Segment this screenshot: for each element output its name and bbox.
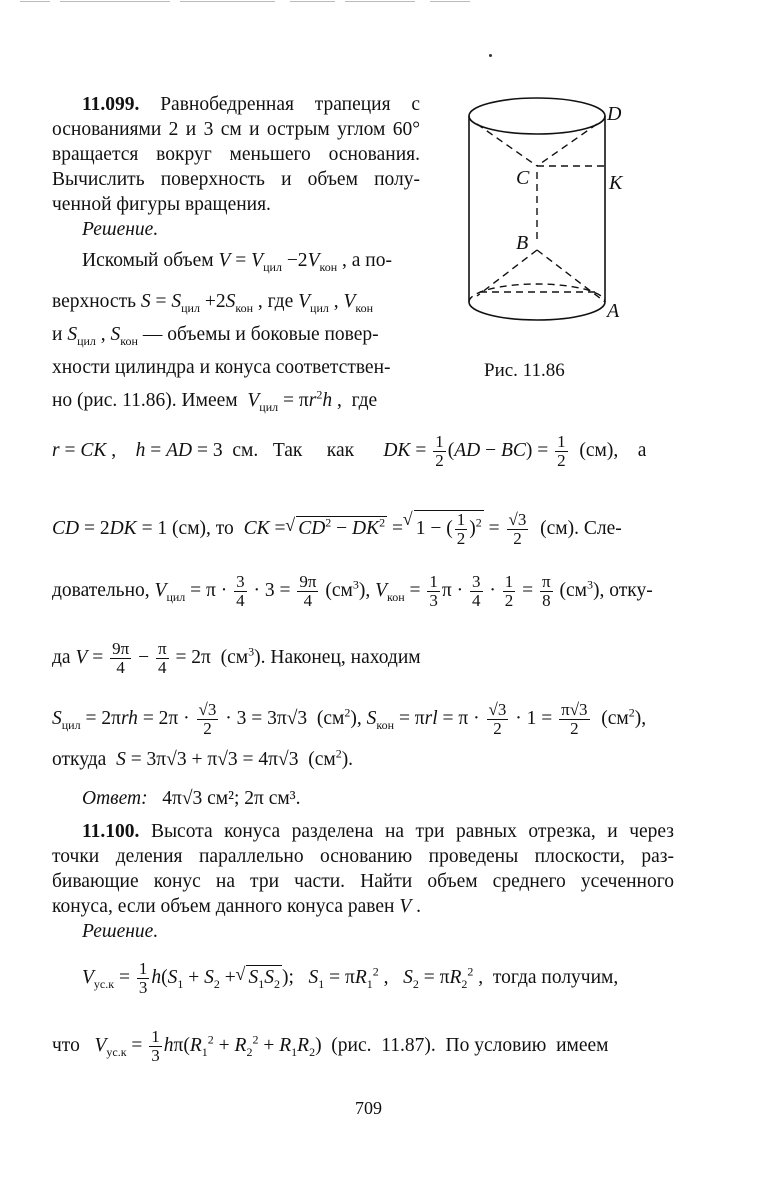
- solution-line-1: Искомый объем $V = V_{цил} -2V_{кон}$ , а по-: [82, 250, 392, 274]
- math-line-4: да V = $\frac{9\pi}{4}$ − $\frac{\pi}{4}$ = 2π $(см^3)$. Наконец, находим: [52, 639, 421, 677]
- point-a-label: A: [607, 300, 620, 322]
- answer-label: Ответ:: [82, 788, 148, 809]
- point-k-label: K: [609, 172, 623, 194]
- scan-edge: [0, 0, 769, 6]
- math-line-5: $S_{цил} = 2\pi rh = 2\pi$ · $\frac{√3}{2}$ · 3 = 3π√3 $(см^2)$, $S_{кон} = \pi rl = \pi$ · $\frac{√3}{2}$ · 1 = $\frac{\pi√3}{2}$ $(см^2)$,: [52, 700, 647, 738]
- problem-2-line-4: конуса, если объем данного конуса равен V .: [52, 896, 422, 917]
- problem-1-line-1: 11.099. Равнобедренная трапеция с: [82, 94, 420, 115]
- problem-1-line-4: Вычислить поверхность и объем полу-: [52, 169, 420, 190]
- problem-number-2: 11.100.: [82, 821, 140, 842]
- upper-cone-left: [477, 124, 537, 166]
- math-line-6: откуда S = 3π√3 + π√3 = 4π√3 $(см^2)$.: [52, 746, 354, 770]
- figure-caption: Рис. 11.86: [484, 360, 565, 381]
- problem-number: 11.099.: [82, 94, 140, 115]
- math-line-7: $V_{ус.к}$ = $\frac{1}{3}$ $h(S_1 + S_2$ + √ $S_1S_2$ ); $S_1 = \pi R_1^2$ , $S_2 = \pi R_2^2$ , тогда получим,: [82, 960, 618, 997]
- point-c-label: C: [516, 167, 530, 189]
- solution-line-2: верхность $S = S_{цил} +2S_{кон}$ , где $V_{цил}$ , $V_{кон}$: [52, 291, 374, 315]
- math-line-3: довательно, $V_{цил} = \pi$ · $\frac{3}{4}$ · 3 = $\frac{9\pi}{4}$ $(см^3)$, $V_{кон}$ = $\frac{1}{3}$ π · $\frac{3}{4}$ · $\frac{1}{2}$ = $\frac{\pi}{8}$ $(см^3)$, отку-: [52, 572, 653, 610]
- problem-2-line-2: точки деления параллельно основанию проведены плоскости, раз-: [52, 846, 674, 867]
- top-ellipse: [469, 98, 605, 134]
- problem-1-line-3: вращается вокруг меньшего основания.: [52, 144, 420, 165]
- math-line-8: что $V_{ус.к}$ = $\frac{1}{3}$ $h\pi(R_1^2 + R_2^2 + R_1R_2)$ (рис. 11.87). По условию имеем: [52, 1027, 609, 1065]
- solution-heading-2: Решение.: [82, 921, 159, 942]
- answer-value: 4π√3 см²; 2π см³.: [162, 788, 301, 809]
- point-d-label: D: [607, 103, 622, 125]
- lower-cone-right: [537, 250, 605, 302]
- problem-2-line-1: 11.100. Высота конуса разделена на три равных отрезка, и через: [82, 821, 674, 842]
- page-number: 709: [355, 1098, 382, 1118]
- math-line-2: CD = 2DK = 1 (см), то CK = √ $CD^2 - DK^2$ = √ 1 − ( $\frac{1}{2}$ )$^2$ = $\frac{√3}{2}$ (см). Сле-: [52, 510, 622, 548]
- upper-cone-right: [537, 124, 597, 166]
- point-b-label: B: [516, 232, 529, 254]
- cylinder-figure: [462, 92, 632, 332]
- bottom-ellipse-front: [469, 302, 605, 320]
- solution-line-5: но (рис. 11.86). Имеем $V_{цил} = \pi r^2h$ , где: [52, 387, 378, 414]
- lower-cone-left: [477, 250, 537, 296]
- solution-line-3: и $S_{цил}$ , $S_{кон}$ — объемы и боковые повер-: [52, 324, 379, 348]
- problem-2-line-3: бивающие конус на три части. Найти объем среднего усеченного: [52, 871, 674, 892]
- scan-speck: [489, 54, 492, 57]
- answer-line: [82, 787, 300, 811]
- math-line-1: r = CK , h = AD = 3 см. Так как DK = $\frac{1}{2}$ (AD − BC) = $\frac{1}{2}$ (см), а: [52, 432, 647, 470]
- solution-heading: Решение.: [82, 219, 159, 240]
- problem-1-line-2: основаниями 2 и 3 см и острым углом 60°: [52, 119, 420, 140]
- problem-1-line-5: ченной фигуры вращения.: [52, 194, 271, 215]
- solution-line-4: хности цилиндра и конуса соответствен-: [52, 357, 391, 378]
